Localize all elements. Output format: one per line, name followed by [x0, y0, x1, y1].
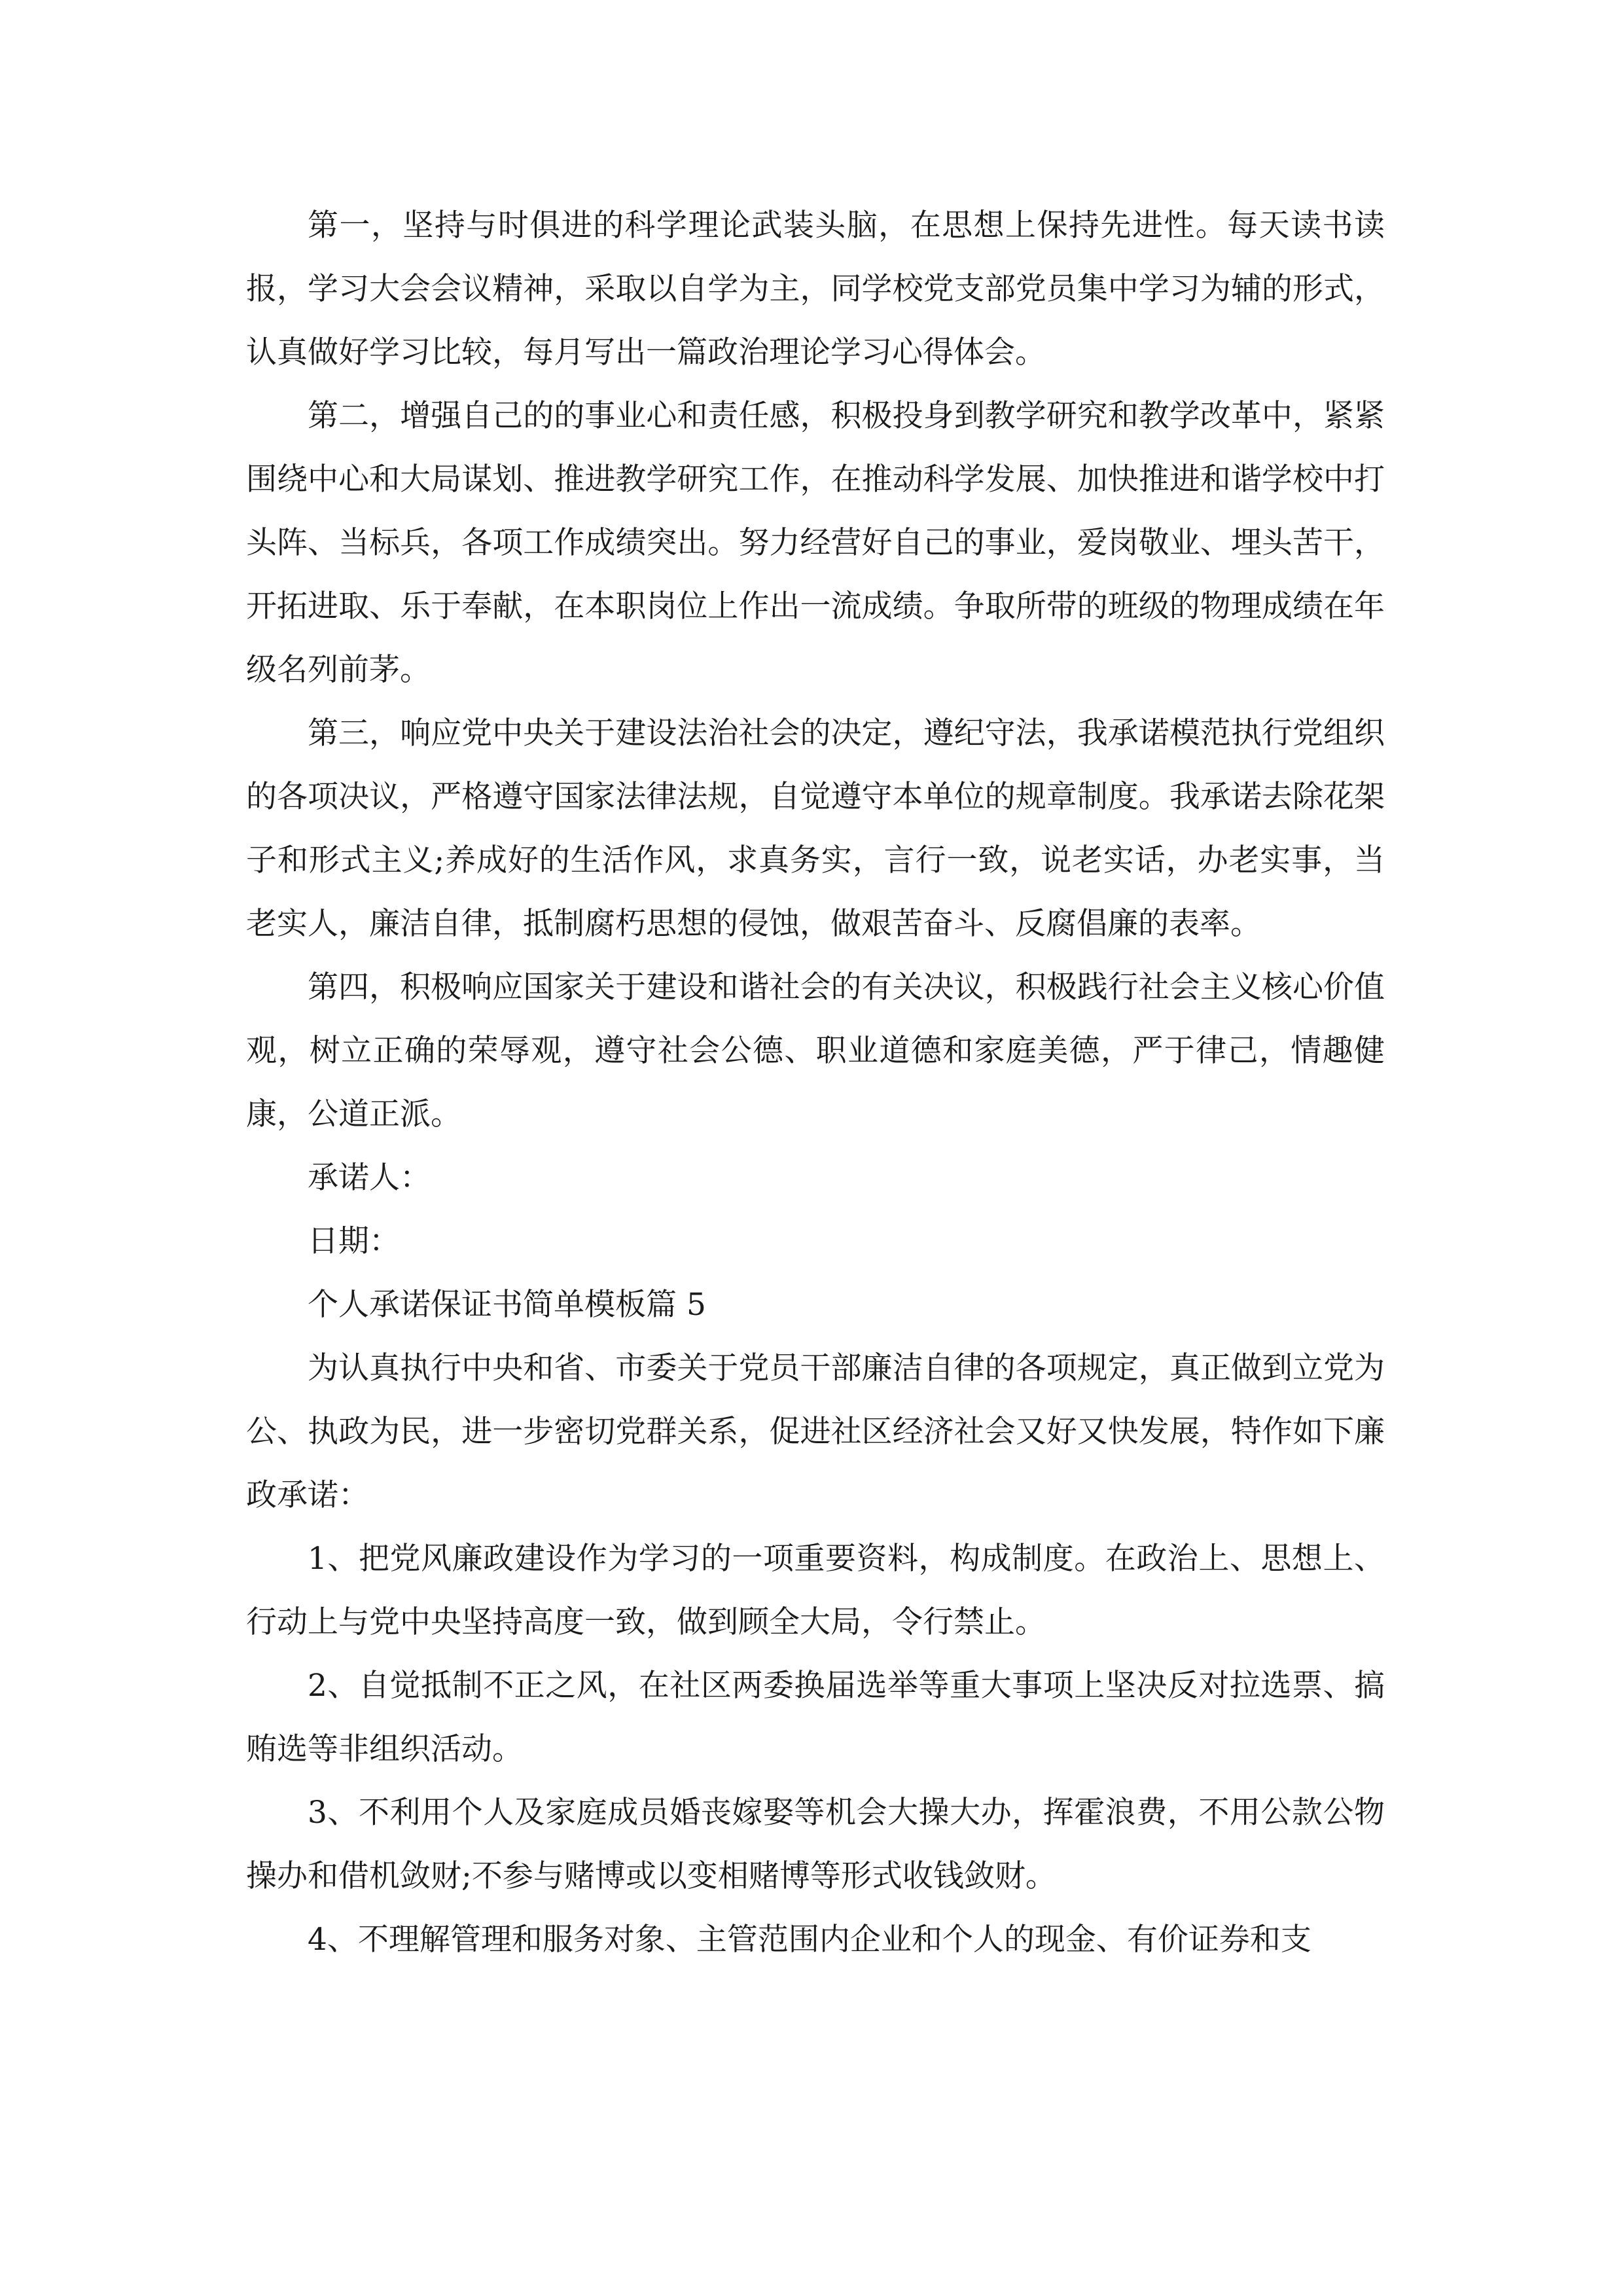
signer-line: 承诺人：: [308, 1160, 431, 1196]
paragraph-fourth: 第四，积极响应国家关于建设和谐社会的有关决议，积极践行社会主义核心价值观，树立正确的荣辱观，遵守社会公德、职业道德和家庭美德，严于律己，情趣健康，公道正派。: [246, 969, 1385, 1132]
list-item-1: 1、把党风廉政建设作为学习的一项重要资料，构成制度。在政治上、思想上、行动上与党中央坚持高度一致，做到顾全大局，令行禁止。: [246, 1541, 1385, 1640]
date-line: 日期：: [308, 1223, 400, 1259]
list-item-4: 4、不理解管理和服务对象、主管范围内企业和个人的现金、有价证券和支: [308, 1922, 1311, 1958]
paragraph-first: 第一，坚持与时俱进的科学理论武装头脑，在思想上保持先进性。每天读书读报，学习大会会议精神，采取以自学为主，同学校党支部党员集中学习为辅的形式，认真做好学习比较，每月写出一篇政治理论学习心得体会。: [246, 207, 1385, 370]
paragraph-third: 第三，响应党中央关于建设法治社会的决定，遵纪守法，我承诺模范执行党组织的各项决议，严格遵守国家法律法规，自觉遵守本单位的规章制度。我承诺去除花架子和形式主义;养成好的生活作风，求真务实，言行一致，说老实话，办老实事，当老实人，廉洁自律，抵制腐朽思想的侵蚀，做艰苦奋斗、反腐倡廉的表率。: [246, 715, 1385, 942]
paragraph-intro: 为认真执行中央和省、市委关于党员干部廉洁自律的各项规定，真正做到立党为公、执政为民，进一步密切党群关系，促进社区经济社会又好又快发展，特作如下廉政承诺：: [246, 1350, 1385, 1513]
paragraph-second: 第二，增强自己的的事业心和责任感，积极投身到教学研究和教学改革中，紧紧围绕中心和大局谋划、推进教学研究工作，在推动科学发展、加快推进和谐学校中打头阵、当标兵，各项工作成绩突出。努力经营好自己的事业，爱岗敬业、埋头苦干，开拓进取、乐于奉献，在本职岗位上作出一流成绩。争取所带的班级的物理成绩在年级名列前茅。: [246, 398, 1385, 688]
list-item-3: 3、不利用个人及家庭成员婚丧嫁娶等机会大操大办，挥霍浪费，不用公款公物操办和借机敛财;不参与赌博或以变相赌博等形式收钱敛财。: [246, 1795, 1385, 1894]
list-item-2: 2、自觉抵制不正之风，在社区两委换届选举等重大事项上坚决反对拉选票、搞贿选等非组织活动。: [246, 1668, 1385, 1767]
section-heading: 个人承诺保证书简单模板篇 5: [308, 1287, 706, 1323]
document-body: [246, 194, 1385, 1971]
